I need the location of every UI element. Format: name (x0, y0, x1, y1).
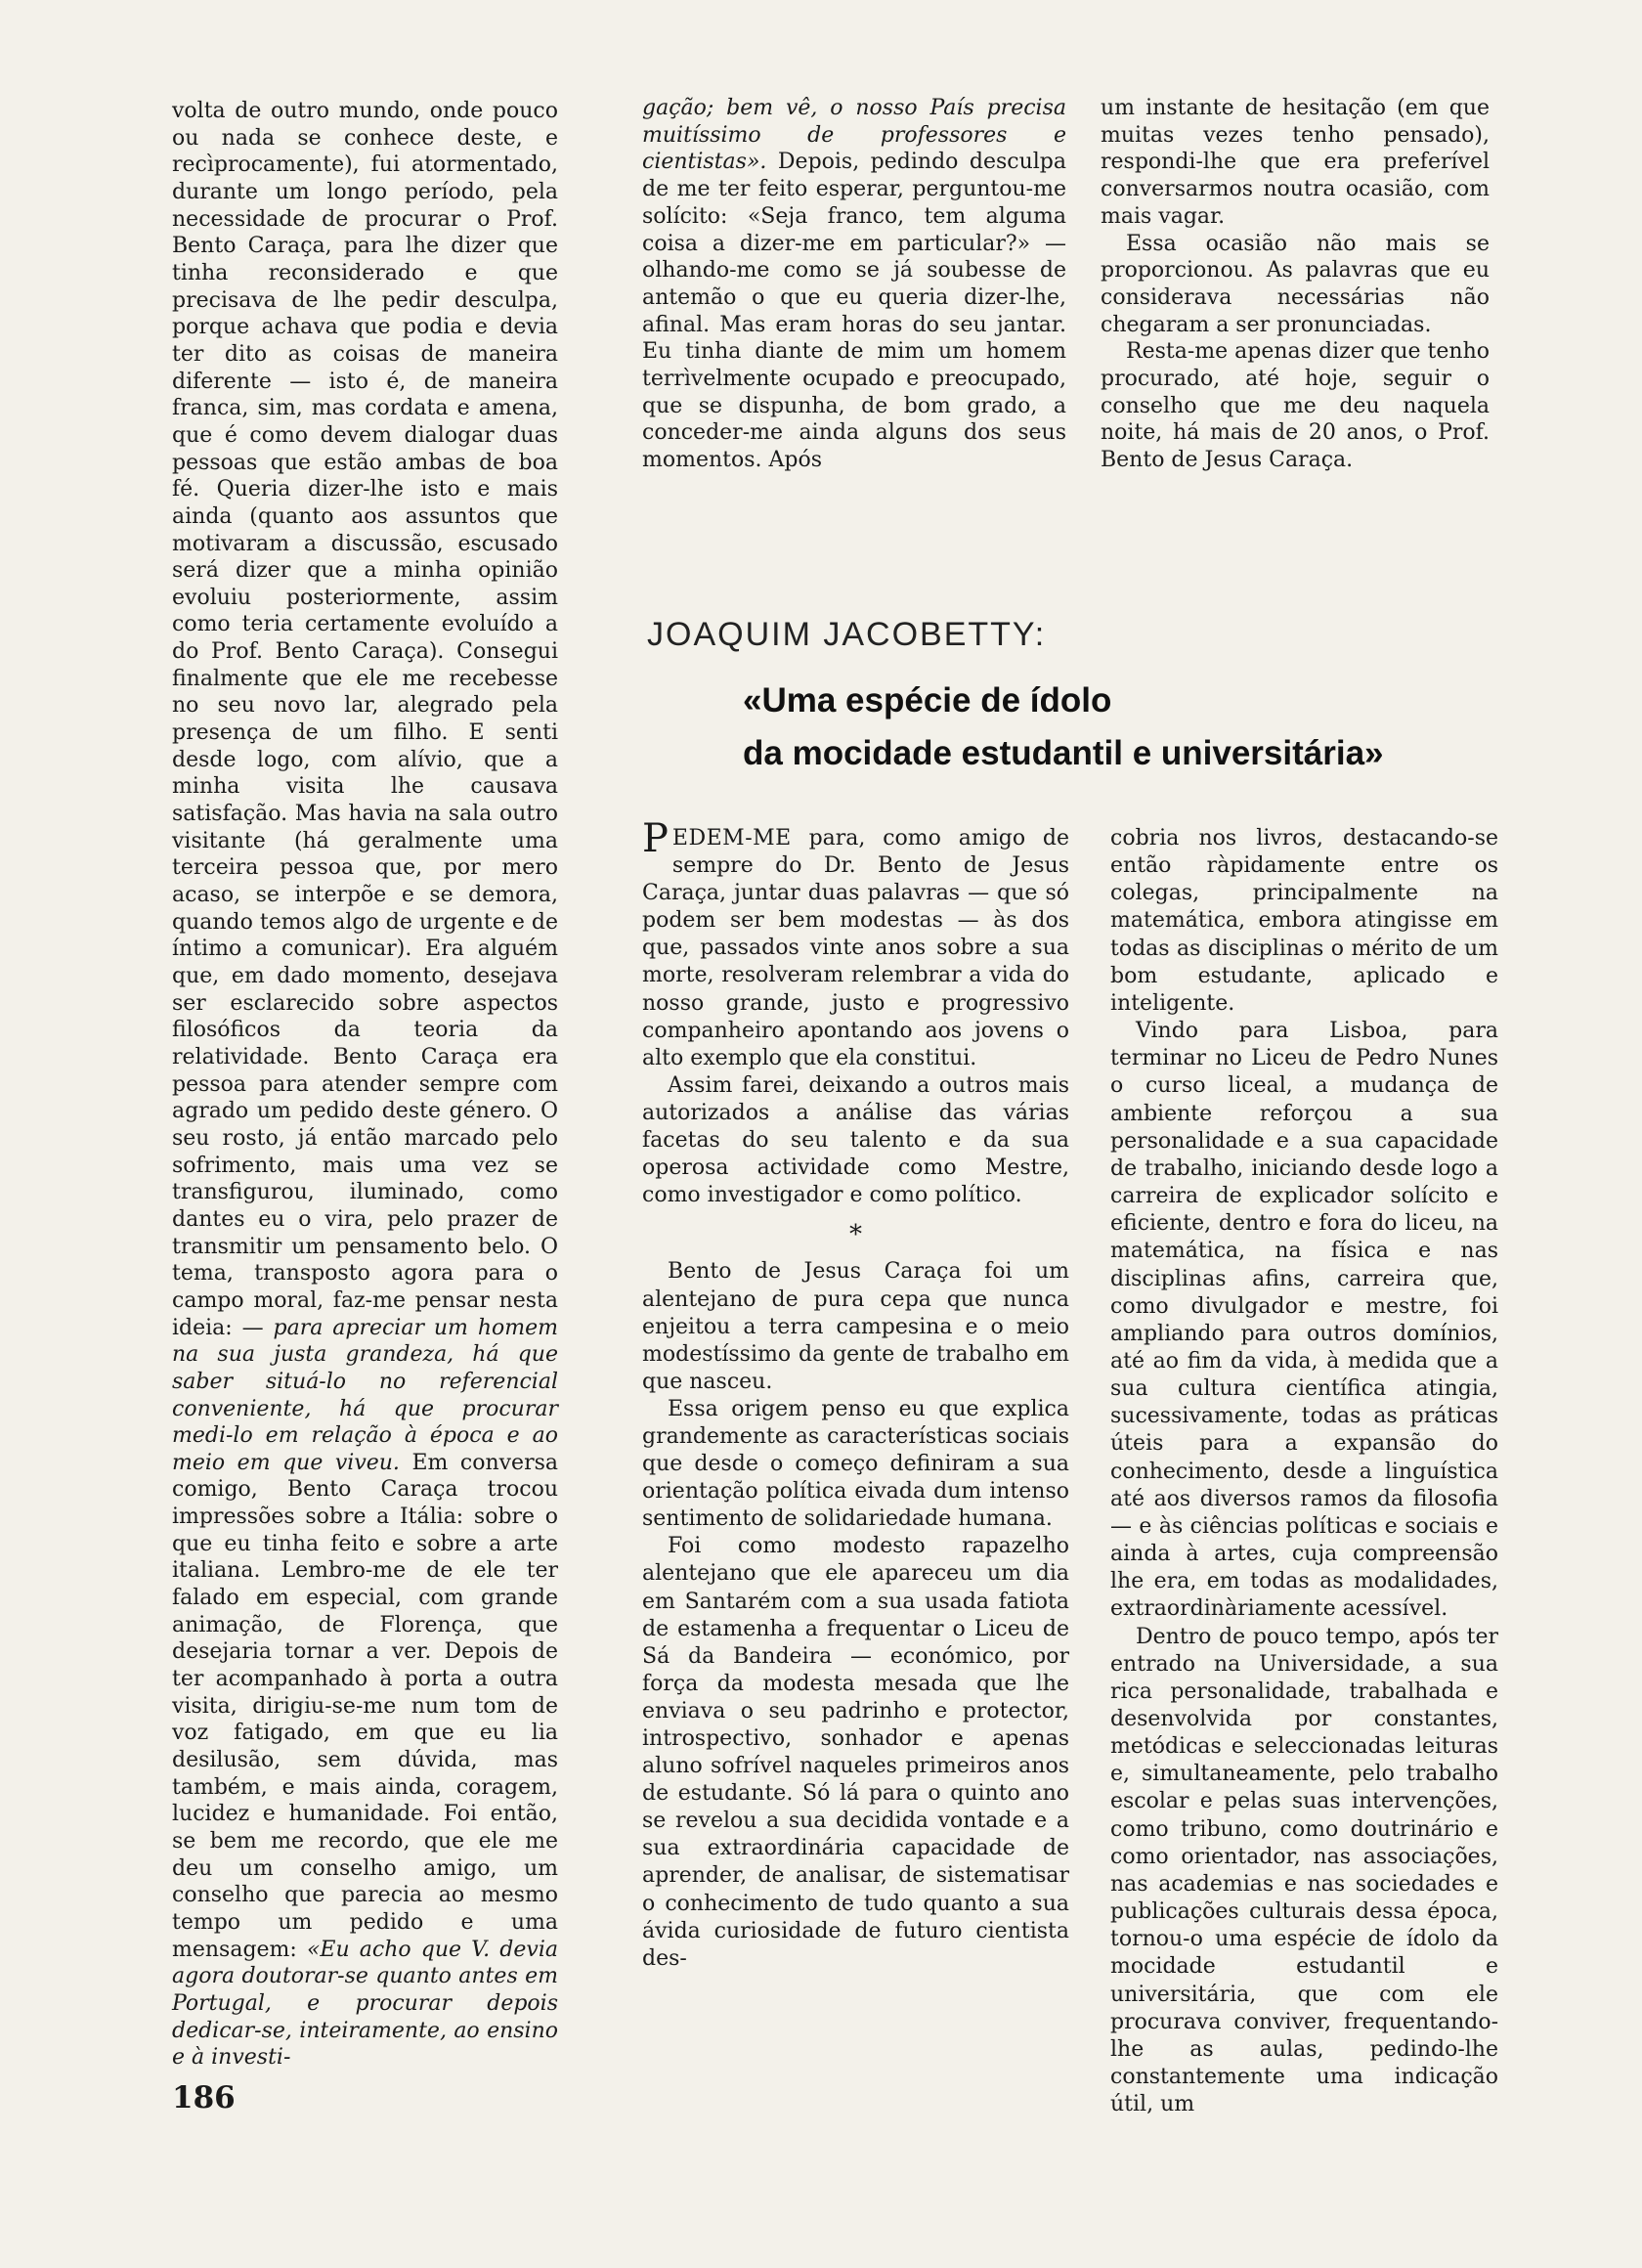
middle-column-top (642, 95, 1066, 474)
paragraph: Assim farei, deixando a outros mais autorizados a análise das várias facetas do seu talento e da sua operosa actividade como Mestre, como investigador e como político. (642, 1072, 1069, 1208)
paragraph: Resta-me apenas dizer que tenho procurado, até hoje, seguir o conselho que me deu naquela noite, há mais de 20 anos, o Prof. Bento de Jesus Caraça. (1101, 339, 1490, 473)
article-column-right (1110, 825, 1498, 2118)
lead-paragraph: PEDEM-ME para, como amigo de sempre do Dr. Bento de Jesus Caraça, juntar duas palavras — que só podem ser bem modestas — às dos que, passados vinte anos sobre a sua morte, resolveram relembrar a vida do nosso grande, justo e progressivo companheiro apontando aos jovens o alto exemplo que ela constitui. (642, 816, 1070, 1070)
paragraph: um instante de hesitação (em que muitas vezes tenho pensado), respondi-lhe que era preferível conversarmos noutra ocasião, com mais vagar. (1101, 96, 1490, 229)
paragraph: Foi como modesto rapazelho alentejano que ele apareceu um dia em Santarém com a sua usada fatiota de estamenha a frequentar o Liceu de Sá da Bandeira — económico, por força da modesta mesada que lhe enviava o seu padrinho e protector, introspectivo, sonhador e apenas aluno sofrível naqueles primeiros anos de estudante. Só lá para o quinto ano se revelou a sua decidida vontade e a sua extraordinária capacidade de aprender, de analisar, de sistematisar o conhecimento de tudo quanto a sua ávida curiosidade de futuro cientista des- (642, 1534, 1069, 1971)
article-column-left (642, 816, 1070, 1973)
drop-cap: P (642, 816, 669, 861)
paragraph: Dentro de pouco tempo, após ter entrado na Universidade, a sua rica personalidade, trabalhada e desenvolvida por constantes, metódicas e seleccionadas leituras e, simultaneamente, pelo trabalho escolar e pelas suas intervenções, como tribuno, como doutrinário e como orientador, nas associações, nas academias e nas sociedades e publicações culturais dessa época, tornou-o uma espécie de ídolo da mocidade estudantil e universitária, que com ele procurava conviver, frequentando-lhe as aulas, pedindo-lhe constantemente uma indicação útil, um (1110, 1624, 1498, 2117)
paragraph: gação; bem vê, o nosso País precisa muitíssimo de professores e cientistas». Depois, pedindo desculpa de me ter feito esperar, perguntou-me solícito: «Seja franco, tem alguma coisa a dizer-me em particular?» — olhando-me como se já soubesse de antemão o que eu queria dizer-lhe, afinal. Mas eram horas do seu jantar. Eu tinha diante de mim um homem terrìvelmente ocupado e preocupado, que se dispunha, de bom grado, a conceder-me ainda alguns dos seus momentos. Após (642, 96, 1066, 473)
left-column (172, 98, 558, 2072)
section-separator: * (849, 1220, 862, 1250)
paragraph: Essa ocasião não mais se proporcionou. As palavras que eu considerava necessárias não chegaram a ser pronunciadas. (1101, 231, 1490, 337)
paragraph: cobria nos livros, destacando-se então ràpidamente entre os colegas, principalmente na matemática, embora atingisse em todas as disciplinas o mérito de um bom estudante, aplicado e inteligente. (1110, 826, 1498, 1016)
article-headline: «Uma espécie de ídolo da mocidade estudantil e universitária» (743, 681, 1384, 772)
page-number: 186 (172, 2080, 236, 2115)
author-label: JOAQUIM JACOBETTY: (647, 616, 1047, 653)
paragraph: Bento de Jesus Caraça foi um alentejano de pura cepa que nunca enjeitou a terra campesina e o meio modestíssimo da gente de trabalho em que nasceu. (642, 1259, 1069, 1394)
paragraph: Essa origem penso eu que explica grandemente as características sociais que desde o começo definiram a sua orientação política eivada dum intenso sentimento de solidariedade humana. (642, 1396, 1069, 1532)
paragraph: volta de outro mundo, onde pouco ou nada se conhece deste, e recìprocamente), fui atormentado, durante um longo período, pela necessidade de procurar o Prof. Bento Caraça, para lhe dizer que tinha reconsiderado e que precisava de lhe pedir desculpa, porque achava que podia e devia ter dito as coisas de maneira diferente — isto é, de maneira franca, sim, mas cordata e amena, que é como devem dialogar duas pessoas que estão ambas de boa fé. Queria dizer-lhe isto e mais ainda (quanto aos assuntos que motivaram a discussão, escusado será dizer que a minha opinião evoluiu posteriormente, assim como teria certamente evoluído a do Prof. Bento Caraça). Consegui finalmente que ele me recebesse no seu novo lar, alegrado pela presença de um filho. E senti desde logo, com alívio, que a minha visita lhe causava satisfação. Mas havia na sala outro visitante (há geralmente uma terceira pessoa que, por mero acaso, se interpõe e se demora, quando temos algo de urgente e de íntimo a comunicar). Era alguém que, em dado momento, desejava ser esclarecido sobre aspectos filosóficos da teoria da relatividade. Bento Caraça era pessoa para atender sempre com agrado um pedido deste género. O seu rosto, já então marcado pelo sofrimento, mais uma vez se transfigurou, iluminado, como dantes eu o vira, pelo prazer de transmitir um pensamento belo. O tema, transposto agora para o campo moral, faz-me pensar nesta ideia: — para apreciar um homem na sua justa grandeza, há que saber situá-lo no referencial conveniente, há que procurar medi-lo em relação à época e ao meio em que viveu. Em conversa comigo, Bento Caraça trocou impressões sobre a Itália: sobre o que eu tinha feito e sobre a arte italiana. Lembro-me de ele ter falado em especial, com grande animação, de Florença, que desejaria tornar a ver. Depois de ter acompanhado à porta a outra visita, dirigiu-se-me num tom de voz fatigado, em que eu lia desilusão, sem dúvida, mas também, e mais ainda, coragem, lucidez e humanidade. Foi então, se bem me recordo, que ele me deu um conselho amigo, um conselho que parecia ao mesmo tempo um pedido e uma mensagem: «Eu acho que V. devia agora doutorar-se quanto antes em Portugal, e procurar depois dedicar-se, inteiramente, ao ensino e à investi- (172, 99, 558, 2071)
right-column-top (1101, 95, 1490, 474)
paragraph: Vindo para Lisboa, para terminar no Liceu de Pedro Nunes o curso liceal, a mudança de ambiente reforçou a sua personalidade e a sua capacidade de trabalho, iniciando desde logo a carreira de explicador solícito e eficiente, dentro e fora do liceu, na matemática, na física e nas disciplinas afins, carreira que, como divulgador e mestre, foi ampliando para outros domínios, até ao fim da vida, à medida que a sua cultura científica atingia, sucessivamente, todas as práticas úteis para a expansão do conhecimento, desde a linguística até aos diversos ramos da filosofia — e às ciências políticas e sociais e ainda à artes, cuja compreensão lhe era, em todas as modalidades, extraordinàriamente acessível. (1110, 1019, 1498, 1622)
